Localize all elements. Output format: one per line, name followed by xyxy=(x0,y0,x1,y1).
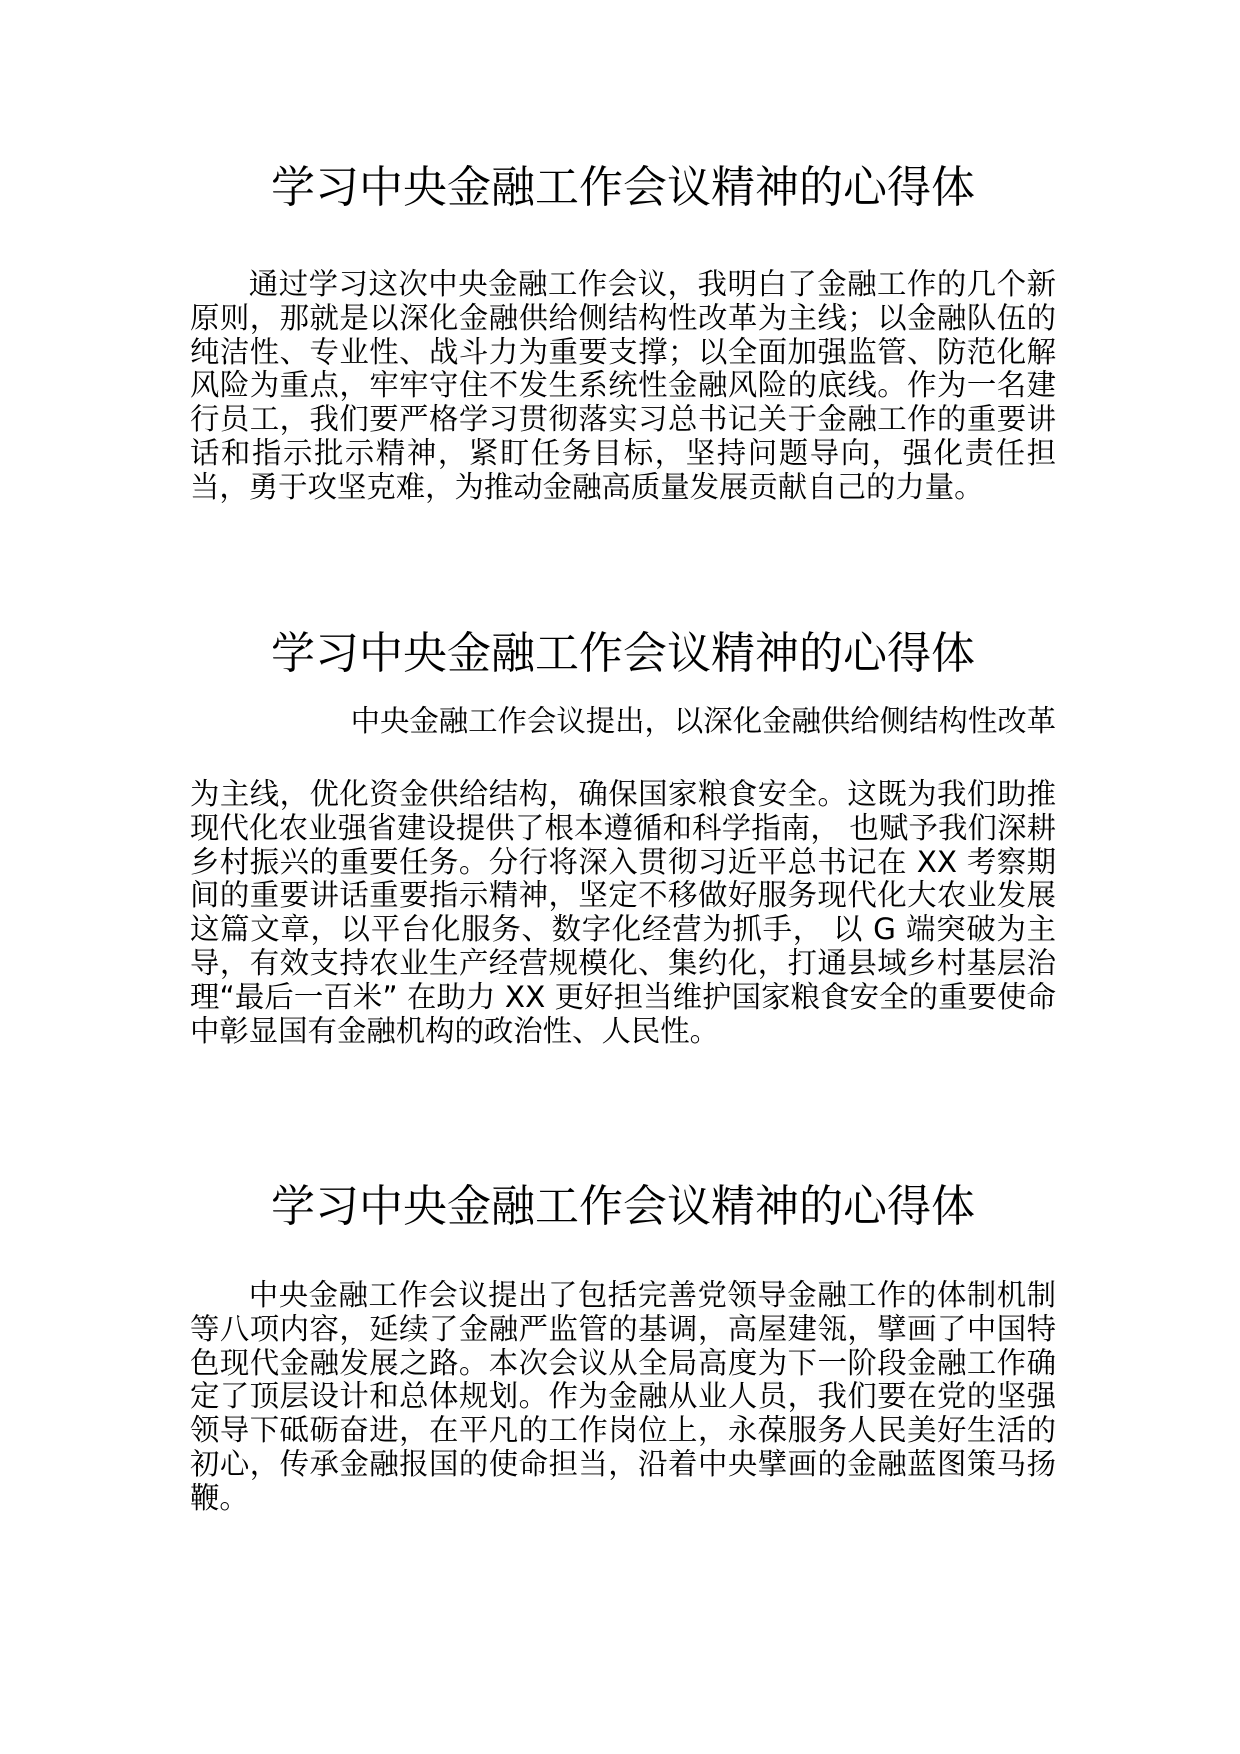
essay-section-3 xyxy=(190,1179,1056,1516)
section-paragraph: 为主线，优化资金供给结构，确保国家粮食安全。这既为我们助推现代化农业强省建设提供了根本遵循和科学指南， 也赋予我们深耕乡村振兴的重要任务。分行将深入贯彻习近平总书记在 XX 考察期间的重要讲话重要指示精神，坚定不移做好服务现代化大农业发展这篇文章，以平台化服务、数字化经营为抓手， 以 G 端突破为主导，有效支持农业生产经营规模化、集约化，打通县域乡村基层治理“最后一百米” 在助力 XX 更好担当维护国家粮食安全的重要使命中彰显国有金融机构的政治性、人民性。 xyxy=(190,777,1056,1048)
section-paragraph: 中央金融工作会议提出了包括完善党领导金融工作的体制机制等八项内容，延续了金融严监管的基调，高屋建瓴，擘画了中国特色现代金融发展之路。本次会议从全局高度为下一阶段金融工作确定了顶层设计和总体规划。作为金融从业人员，我们要在党的坚强领导下砥砺奋进，在平凡的工作岗位上，永葆服务人民美好生活的初心，传承金融报国的使命担当，沿着中央擘画的金融蓝图策马扬鞭。 xyxy=(190,1278,1056,1515)
section-title: 学习中央金融工作会议精神的心得体 xyxy=(271,628,975,679)
section-paragraph: 通过学习这次中央金融工作会议，我明白了金融工作的几个新原则，那就是以深化金融供给侧结构性改革为主线；以金融队伍的纯洁性、专业性、战斗力为重要支撑；以全面加强监管、防范化解风险为重点，牢牢守住不发生系统性金融风险的底线。作为一名建行员工，我们要严格学习贯彻落实习总书记关于金融工作的重要讲话和指示批示精神，紧盯任务目标，坚持问题导向，强化责任担当，勇于攻坚克难，为推动金融高质量发展贡献自己的力量。 xyxy=(190,267,1056,504)
essay-section-2 xyxy=(190,626,1056,1048)
section-first-line: 中央金融工作会议提出，以深化金融供给侧结构性改革 xyxy=(350,704,1056,738)
section-title: 学习中央金融工作会议精神的心得体 xyxy=(271,1181,975,1232)
essay-section-1 xyxy=(190,160,1056,505)
section-title: 学习中央金融工作会议精神的心得体 xyxy=(271,162,975,213)
